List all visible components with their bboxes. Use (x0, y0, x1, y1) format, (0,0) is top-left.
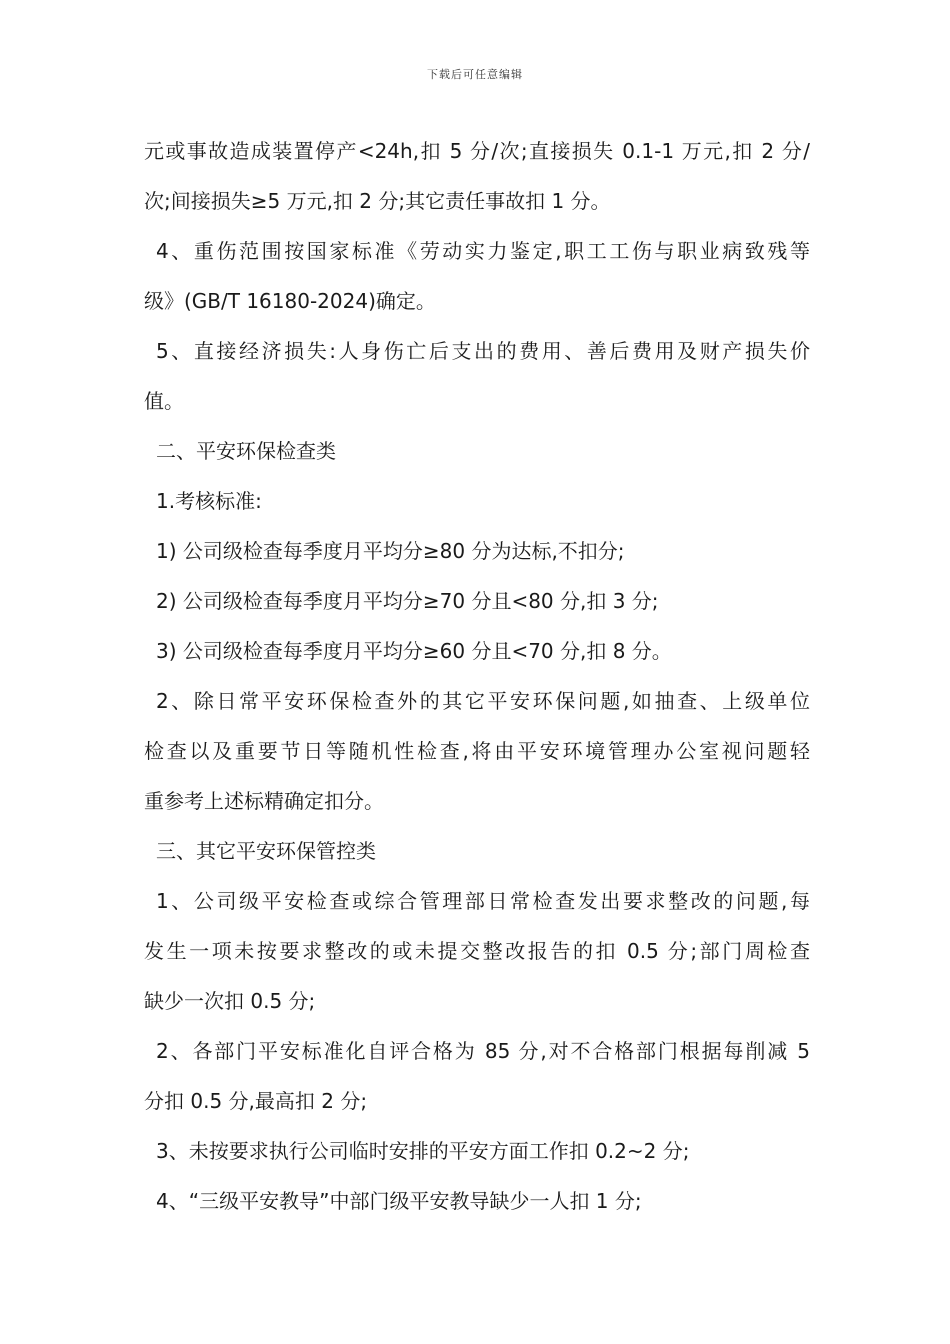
page-header: 下载后可任意编辑 (427, 68, 523, 81)
item-2-line: 2、各部门平安标准化自评合格为 85 分,对不合格部门根据每削减 5 (156, 1039, 810, 1063)
text-line: 分扣 0.5 分,最高扣 2 分; (144, 1089, 368, 1113)
text-line: 检查以及重要节日等随机性检查,将由平安环境管理办公室视问题轻 (144, 739, 810, 763)
item-3-line: 3、未按要求执行公司临时安排的平安方面工作扣 0.2~2 分; (156, 1139, 690, 1163)
paragraph-5-line: 5、直接经济损失:人身伤亡后支出的费用、善后费用及财产损失价 (156, 339, 810, 363)
text-line: 重参考上述标精确定扣分。 (144, 789, 384, 813)
text-line: 元或事故造成装置停产<24h,扣 5 分/次;直接损失 0.1-1 万元,扣 2 分/ (144, 139, 810, 163)
section-heading-2: 二、平安环保检查类 (156, 439, 336, 463)
section-heading-3: 三、其它平安环保管控类 (156, 839, 376, 863)
criteria-item-1: 1) 公司级检查每季度月平均分≥80 分为达标,不扣分; (156, 539, 625, 563)
text-line: 发生一项未按要求整改的或未提交整改报告的扣 0.5 分;部门周检查 (144, 939, 810, 963)
item-4-line: 4、“三级平安教导”中部门级平安教导缺少一人扣 1 分; (156, 1189, 642, 1213)
item-1-line: 1、公司级平安检查或综合管理部日常检查发出要求整改的问题,每 (156, 889, 810, 913)
document-body (144, 126, 810, 1226)
criteria-item-3: 3) 公司级检查每季度月平均分≥60 分且<70 分,扣 8 分。 (156, 639, 672, 663)
text-line: 级》(GB/T 16180-2024)确定。 (144, 289, 436, 313)
text-line: 次;间接损失≥5 万元,扣 2 分;其它责任事故扣 1 分。 (144, 189, 611, 213)
text-line: 值。 (144, 389, 184, 413)
subheading-criteria: 1.考核标准: (156, 489, 262, 513)
paragraph-2-line: 2、除日常平安环保检查外的其它平安环保问题,如抽查、上级单位 (156, 689, 810, 713)
criteria-item-2: 2) 公司级检查每季度月平均分≥70 分且<80 分,扣 3 分; (156, 589, 659, 613)
text-line: 缺少一次扣 0.5 分; (144, 989, 316, 1013)
paragraph-4-line: 4、重伤范围按国家标准《劳动实力鉴定,职工工伤与职业病致残等 (156, 239, 810, 263)
